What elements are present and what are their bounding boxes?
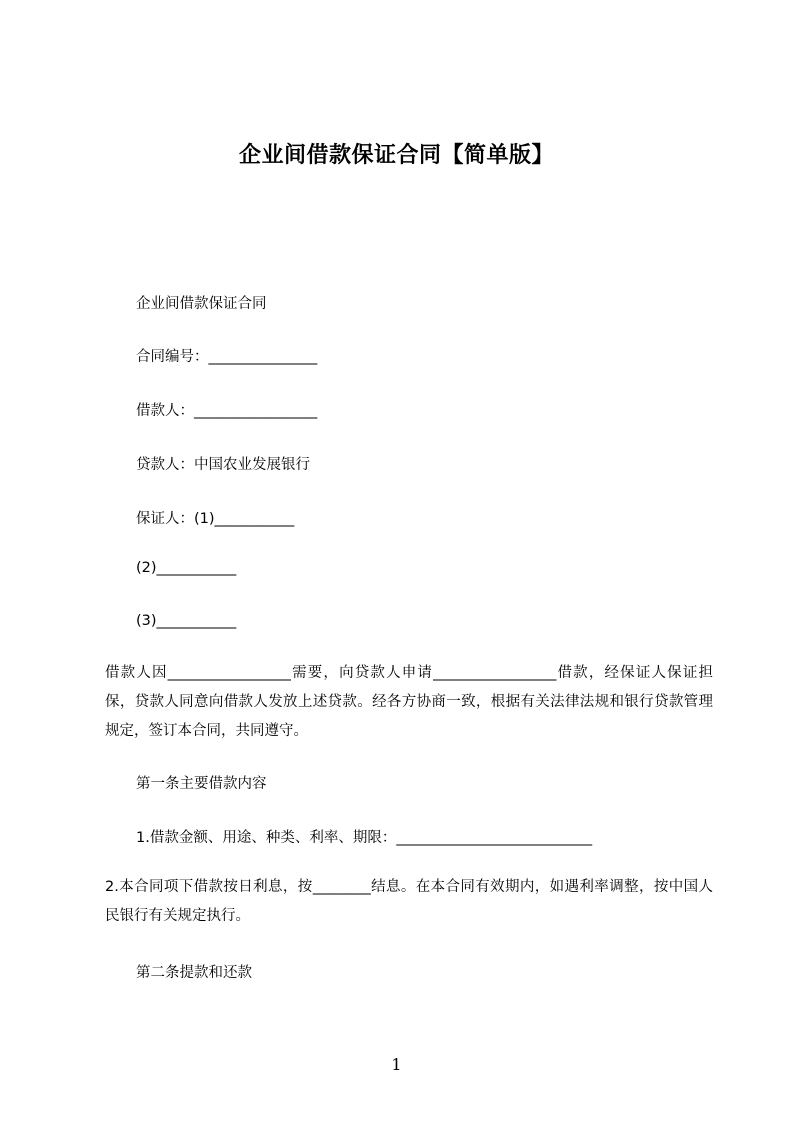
guarantor-line-2: (2)___________	[136, 560, 237, 576]
page-number: 1	[391, 1055, 402, 1074]
article-2-heading: 第二条提款和还款	[136, 965, 252, 981]
borrower-line: 借款人：_________________	[136, 403, 318, 419]
article-1-heading: 第一条主要借款内容	[136, 776, 267, 792]
lender-line: 贷款人：中国农业发展银行	[136, 457, 310, 473]
document-subtitle: 企业间借款保证合同	[136, 296, 267, 312]
intro-paragraph: 借款人因_________________需要，向贷款人申请_________________借款，经保证人保证担保，贷款人同意向借款人发放上述贷款。经各方协商一致，根据有关法律法规和银行贷款管理规定，签订本合同，共同遵守。	[105, 665, 713, 739]
document-title: 企业间借款保证合同【简单版】	[238, 143, 554, 168]
guarantor-line-3: (3)___________	[136, 613, 237, 629]
contract-number-line: 合同编号：_______________	[136, 349, 318, 365]
article-1-item-1: 1.借款金额、用途、种类、利率、期限：___________________________	[136, 830, 593, 846]
guarantor-line-1: 保证人：(1)___________	[136, 511, 295, 527]
article-1-item-2: 2.本合同项下借款按日利息，按________结息。在本合同有效期内，如遇利率调整，按中国人民银行有关规定执行。	[105, 879, 713, 924]
